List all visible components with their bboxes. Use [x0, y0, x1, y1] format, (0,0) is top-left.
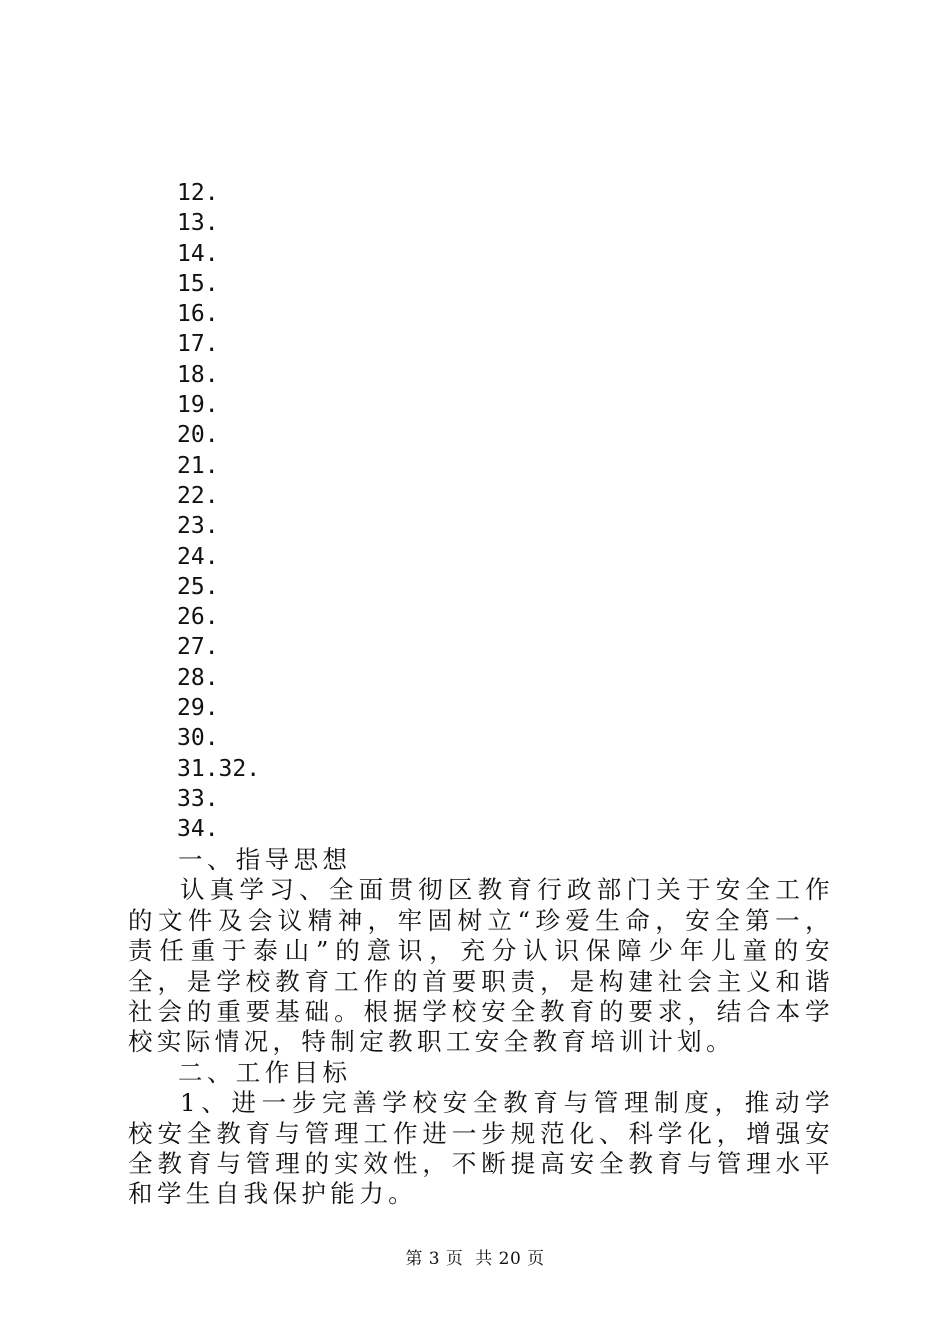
numbered-list [177, 178, 260, 845]
page-footer: 第 3 页 共 20 页 [405, 1249, 545, 1269]
list-number: 19. [177, 392, 219, 419]
list-number: 26. [177, 604, 219, 631]
list-number: 22. [177, 482, 219, 509]
list-number: 28. [177, 664, 219, 691]
list-number: 29. [177, 695, 219, 722]
list-number: 24. [177, 543, 219, 570]
section-paragraph-work-goals: 1、进一步完善学校安全教育与管理制度，推动学校安全教育与管理工作进一步规范化、科学化，增强安全教育与管理的实效性，不断提高安全教育与管理水平和学生自我保护能力。 [128, 1088, 834, 1209]
list-number: 21. [177, 452, 219, 479]
list-number: 12. [177, 180, 219, 206]
document-body [128, 845, 834, 1210]
list-number: 18. [177, 361, 219, 388]
list-number: 20. [177, 422, 219, 449]
list-number: 33. [177, 785, 219, 812]
list-number: 30. [177, 725, 219, 752]
list-number: 31.32. [177, 755, 261, 782]
list-number: 23. [177, 513, 219, 540]
list-number: 13. [177, 210, 219, 237]
section-paragraph-guiding-ideology: 认真学习、全面贯彻区教育行政部门关于安全工作的文件及会议精神，牢固树立“珍爱生命，安全第一，责任重于泰山”的意识，充分认识保障少年儿童的安全，是学校教育工作的首要职责，是构建社会主义和谐社会的重要基础。根据学校安全教育的要求，结合本学校实际情况，特制定教职工安全教育培训计划。 [128, 875, 834, 1057]
section-heading-work-goals: 二、工作目标 [178, 1057, 352, 1087]
list-number: 17. [177, 331, 219, 358]
list-number: 27. [177, 634, 219, 661]
list-number: 15. [177, 270, 219, 297]
list-number: 14. [177, 240, 219, 267]
list-number: 16. [177, 301, 219, 328]
section-heading-guiding-ideology: 一、指导思想 [178, 845, 352, 874]
list-number: 34. [177, 816, 219, 843]
list-number: 25. [177, 573, 219, 600]
